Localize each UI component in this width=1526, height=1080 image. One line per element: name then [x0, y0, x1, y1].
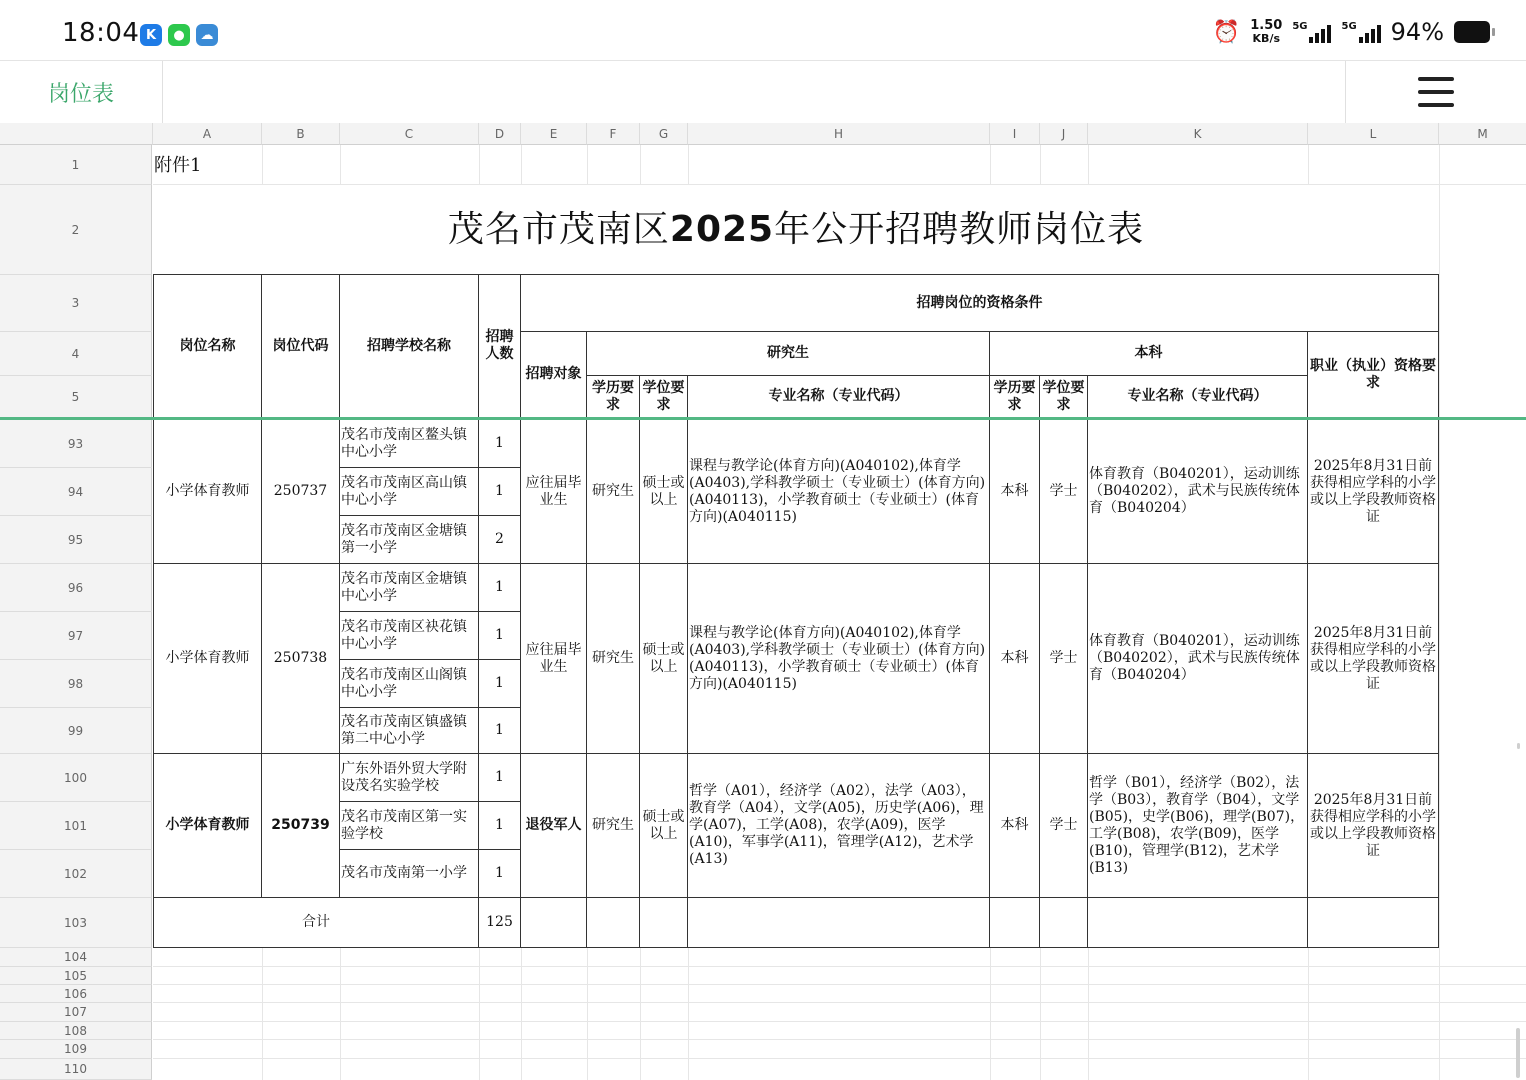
gridline [153, 966, 1526, 967]
grad-edu-cell[interactable]: 研究生 [587, 420, 640, 564]
gridline [640, 948, 641, 1080]
school-cell[interactable]: 茂名市茂南区高山镇中心小学 [340, 468, 479, 516]
row-header[interactable]: 4 [0, 332, 152, 376]
grad-major-cell[interactable]: 课程与教学论(体育方向)(A040102),体育学(A0403),学科教学硕士（专业硕士）(体育方向)(A040113)，小学教育硕士（专业硕士）(体育方向)(A040115) [688, 420, 990, 564]
toolbar [0, 60, 1526, 125]
target-cell[interactable]: 退役军人 [521, 754, 587, 898]
empty-cell[interactable] [688, 898, 990, 948]
gridline [479, 948, 480, 1080]
grad-major-cell[interactable]: 课程与教学论(体育方向)(A040102),体育学(A0403),学科教学硕士（专业硕士）(体育方向)(A040113)，小学教育硕士（专业硕士）(体育方向)(A040115) [688, 564, 990, 754]
row-header[interactable]: 109 [0, 1040, 152, 1059]
spreadsheet-grid[interactable] [0, 123, 1526, 1080]
row-header[interactable]: 98 [0, 660, 152, 708]
header-certificate[interactable]: 职业（执业）资格要求 [1308, 332, 1439, 418]
notification-icons [140, 24, 218, 46]
row-header[interactable]: 96 [0, 564, 152, 612]
count-cell[interactable]: 1 [479, 850, 521, 898]
title-year: 2025 [669, 209, 775, 250]
gridline [153, 1021, 1526, 1022]
wechat-icon: ● [168, 24, 190, 46]
gridline [1088, 948, 1089, 1080]
column-header-j[interactable]: J [1040, 123, 1088, 145]
empty-cell[interactable] [587, 898, 640, 948]
grad-degree-cell[interactable]: 硕士或以上 [640, 754, 688, 898]
column-header-b[interactable]: B [262, 123, 340, 145]
row-header[interactable]: 1 [0, 145, 152, 185]
signal-2 [1341, 21, 1380, 43]
header-major[interactable]: 专业名称（专业代码） [688, 376, 990, 418]
header-edu-req[interactable]: 学历要求 [587, 376, 640, 418]
gridline [521, 145, 522, 185]
total-count[interactable]: 125 [479, 898, 521, 948]
row-header[interactable]: 99 [0, 708, 152, 754]
gridline [153, 1039, 1526, 1040]
header-post-code[interactable]: 岗位代码 [262, 275, 340, 418]
count-cell[interactable]: 2 [479, 516, 521, 564]
grad-edu-cell[interactable]: 研究生 [587, 754, 640, 898]
ug-edu-cell[interactable]: 本科 [990, 564, 1040, 754]
ug-degree-cell[interactable]: 学士 [1040, 564, 1088, 754]
row-header[interactable]: 108 [0, 1022, 152, 1040]
toolbar-divider [1345, 61, 1346, 124]
row-header[interactable]: 103 [0, 898, 152, 948]
school-cell[interactable]: 茂名市茂南区鳌头镇中心小学 [340, 420, 479, 468]
select-all-corner[interactable] [0, 123, 153, 145]
attachment-label[interactable]: 附件1 [154, 154, 202, 176]
header-undergraduate[interactable]: 本科 [990, 332, 1308, 376]
gridline [990, 145, 991, 185]
menu-icon[interactable] [1416, 73, 1456, 111]
gridline [153, 1002, 1526, 1003]
row-header[interactable]: 106 [0, 985, 152, 1003]
signal-2-icon [1359, 21, 1381, 43]
gridline [479, 145, 480, 185]
gridline [587, 948, 588, 1080]
post-name-cell[interactable]: 小学体育教师 [153, 754, 262, 898]
row-header[interactable]: 97 [0, 612, 152, 660]
signal-2-label: 5G [1341, 21, 1357, 32]
certificate-cell[interactable]: 2025年8月31日前获得相应学科的小学或以上学段教师资格证 [1308, 754, 1439, 898]
row-header[interactable]: 104 [0, 948, 152, 967]
school-cell[interactable]: 广东外语外贸大学附设茂名实验学校 [340, 754, 479, 802]
empty-cell[interactable] [1308, 898, 1439, 948]
post-code-cell[interactable]: 250739 [262, 754, 340, 898]
header-count[interactable]: 招聘人数 [479, 275, 521, 418]
gridline [688, 145, 689, 185]
row-header[interactable]: 102 [0, 850, 152, 898]
row-header[interactable]: 101 [0, 802, 152, 850]
certificate-cell[interactable]: 2025年8月31日前获得相应学科的小学或以上学段教师资格证 [1308, 564, 1439, 754]
gridline [640, 145, 641, 185]
grad-edu-cell[interactable]: 研究生 [587, 564, 640, 754]
target-cell[interactable]: 应往届毕业生 [521, 564, 587, 754]
signal-1-label: 5G [1292, 21, 1308, 32]
row-header[interactable]: 94 [0, 468, 152, 516]
net-speed [1250, 19, 1282, 45]
header-graduate[interactable]: 研究生 [587, 332, 990, 376]
row-header[interactable]: 95 [0, 516, 152, 564]
gridline [262, 948, 263, 1080]
header-deg-req[interactable]: 学位要求 [640, 376, 688, 418]
school-cell[interactable]: 茂名市茂南区金塘镇中心小学 [340, 564, 479, 612]
gridline [1439, 145, 1440, 1080]
post-code-cell[interactable]: 250738 [262, 564, 340, 754]
ug-major-cell[interactable]: 体育教育（B040201），运动训练（B040202），武术与民族传统体育（B040204） [1088, 564, 1308, 754]
grad-degree-cell[interactable]: 硕士或以上 [640, 564, 688, 754]
gridline [1088, 145, 1089, 185]
count-cell[interactable]: 1 [479, 802, 521, 850]
school-cell[interactable]: 茂名市茂南区第一实验学校 [340, 802, 479, 850]
column-header-l[interactable]: L [1308, 123, 1439, 145]
empty-cell[interactable] [1040, 898, 1088, 948]
app-k-icon: K [140, 24, 162, 46]
certificate-cell[interactable]: 2025年8月31日前获得相应学科的小学或以上学段教师资格证 [1308, 420, 1439, 564]
gridline [1308, 145, 1309, 185]
net-speed-unit: KB/s [1252, 32, 1281, 45]
school-cell[interactable]: 茂名市茂南区金塘镇第一小学 [340, 516, 479, 564]
grad-degree-cell[interactable]: 硕士或以上 [640, 420, 688, 564]
count-cell[interactable]: 1 [479, 564, 521, 612]
column-header-c[interactable]: C [340, 123, 479, 145]
row-header[interactable]: 3 [0, 275, 152, 332]
count-cell[interactable]: 1 [479, 754, 521, 802]
gridline [1040, 948, 1041, 1080]
empty-cell[interactable] [1088, 898, 1308, 948]
column-header-m[interactable]: M [1439, 123, 1526, 145]
count-cell[interactable]: 1 [479, 420, 521, 468]
gridline [1040, 145, 1041, 185]
gridline [1308, 948, 1309, 1080]
school-cell[interactable]: 茂名市茂南区袂花镇中心小学 [340, 612, 479, 660]
column-header-i[interactable]: I [990, 123, 1040, 145]
sheet-title[interactable] [153, 185, 1439, 275]
ug-degree-cell[interactable]: 学士 [1040, 420, 1088, 564]
signal-1-icon [1309, 21, 1331, 43]
empty-cell[interactable] [640, 898, 688, 948]
row-header[interactable]: 2 [0, 185, 152, 275]
school-cell[interactable]: 茂名市茂南区镇盛镇第二中心小学 [340, 708, 479, 754]
school-cell[interactable]: 茂名市茂南第一小学 [340, 850, 479, 898]
gridline [153, 984, 1526, 985]
net-speed-value: 1.50 [1250, 18, 1283, 33]
post-name-cell[interactable]: 小学体育教师 [153, 564, 262, 754]
header-qualifications[interactable]: 招聘岗位的资格条件 [521, 275, 1439, 332]
battery-icon [1454, 21, 1490, 43]
post-code-cell[interactable]: 250737 [262, 420, 340, 564]
scrollbar-thumb[interactable] [1516, 1028, 1520, 1078]
row-header[interactable]: 100 [0, 754, 152, 802]
row-header[interactable]: 107 [0, 1003, 152, 1022]
gridline [262, 145, 263, 185]
header-target[interactable]: 招聘对象 [521, 332, 587, 418]
gridline [587, 145, 588, 185]
row-header[interactable]: 93 [0, 420, 152, 468]
ug-degree-cell[interactable]: 学士 [1040, 754, 1088, 898]
total-label[interactable]: 合计 [153, 898, 479, 948]
battery-percent: 94% [1390, 18, 1444, 46]
column-header-a[interactable]: A [153, 123, 262, 145]
target-cell[interactable]: 应往届毕业生 [521, 420, 587, 564]
row-header[interactable]: 5 [0, 376, 152, 418]
school-cell[interactable]: 茂名市茂南区山阁镇中心小学 [340, 660, 479, 708]
row-header[interactable]: 105 [0, 967, 152, 985]
gridline [990, 948, 991, 1080]
gridline [521, 948, 522, 1080]
alarm-icon: ⏰ [1212, 19, 1241, 45]
gridline [688, 948, 689, 1080]
header-school[interactable]: 招聘学校名称 [340, 275, 479, 418]
clock: 18:04 [62, 18, 140, 48]
gridline [340, 145, 341, 185]
ug-edu-cell[interactable]: 本科 [990, 754, 1040, 898]
count-cell[interactable]: 1 [479, 612, 521, 660]
scroll-indicator[interactable] [1517, 743, 1520, 749]
ug-edu-cell[interactable]: 本科 [990, 420, 1040, 564]
header-major-ug[interactable]: 专业名称（专业代码） [1088, 376, 1308, 418]
count-cell[interactable]: 1 [479, 468, 521, 516]
column-header-f[interactable]: F [587, 123, 640, 145]
header-post-name[interactable]: 岗位名称 [153, 275, 262, 418]
header-edu-req-ug[interactable]: 学历要求 [990, 376, 1040, 418]
title-part-b: 年公开招聘教师岗位表 [774, 209, 1145, 250]
column-header-e[interactable]: E [521, 123, 587, 145]
column-header-k[interactable]: K [1088, 123, 1308, 145]
empty-cell[interactable] [521, 898, 587, 948]
column-header-d[interactable]: D [479, 123, 521, 145]
title-part-a: 茂名市茂南区 [447, 209, 670, 250]
gridline [340, 948, 341, 1080]
ug-major-cell[interactable]: 哲学（B01），经济学（B02），法学（B03），教育学（B04），文学(B05)，史学(B06)，理学(B07)，工学(B08)，农学(B09)，医学(B10)，管理学(B12)，艺术学(B13) [1088, 754, 1308, 898]
post-name-cell[interactable]: 小学体育教师 [153, 420, 262, 564]
count-cell[interactable]: 1 [479, 660, 521, 708]
status-bar [0, 0, 1526, 60]
gridline [153, 1058, 1526, 1059]
column-header-g[interactable]: G [640, 123, 688, 145]
app-cloud-icon: ☁ [196, 24, 218, 46]
status-right [1213, 18, 1490, 46]
count-cell[interactable]: 1 [479, 708, 521, 754]
empty-cell[interactable] [990, 898, 1040, 948]
ug-major-cell[interactable]: 体育教育（B040201），运动训练（B040202），武术与民族传统体育（B040204） [1088, 420, 1308, 564]
row-header[interactable]: 110 [0, 1059, 152, 1080]
signal-1 [1292, 21, 1331, 43]
column-header-h[interactable]: H [688, 123, 990, 145]
grad-major-cell[interactable]: 哲学（A01），经济学（A02），法学（A03），教育学（A04），文学(A05)，历史学(A06)，理学(A07)，工学(A08)，农学(A09)，医学(A10)，军事学(A11)，管理学(A12)，艺术学(A13) [688, 754, 990, 898]
sheet-tab[interactable]: 岗位表 [0, 61, 163, 124]
header-deg-req-ug[interactable]: 学位要求 [1040, 376, 1088, 418]
